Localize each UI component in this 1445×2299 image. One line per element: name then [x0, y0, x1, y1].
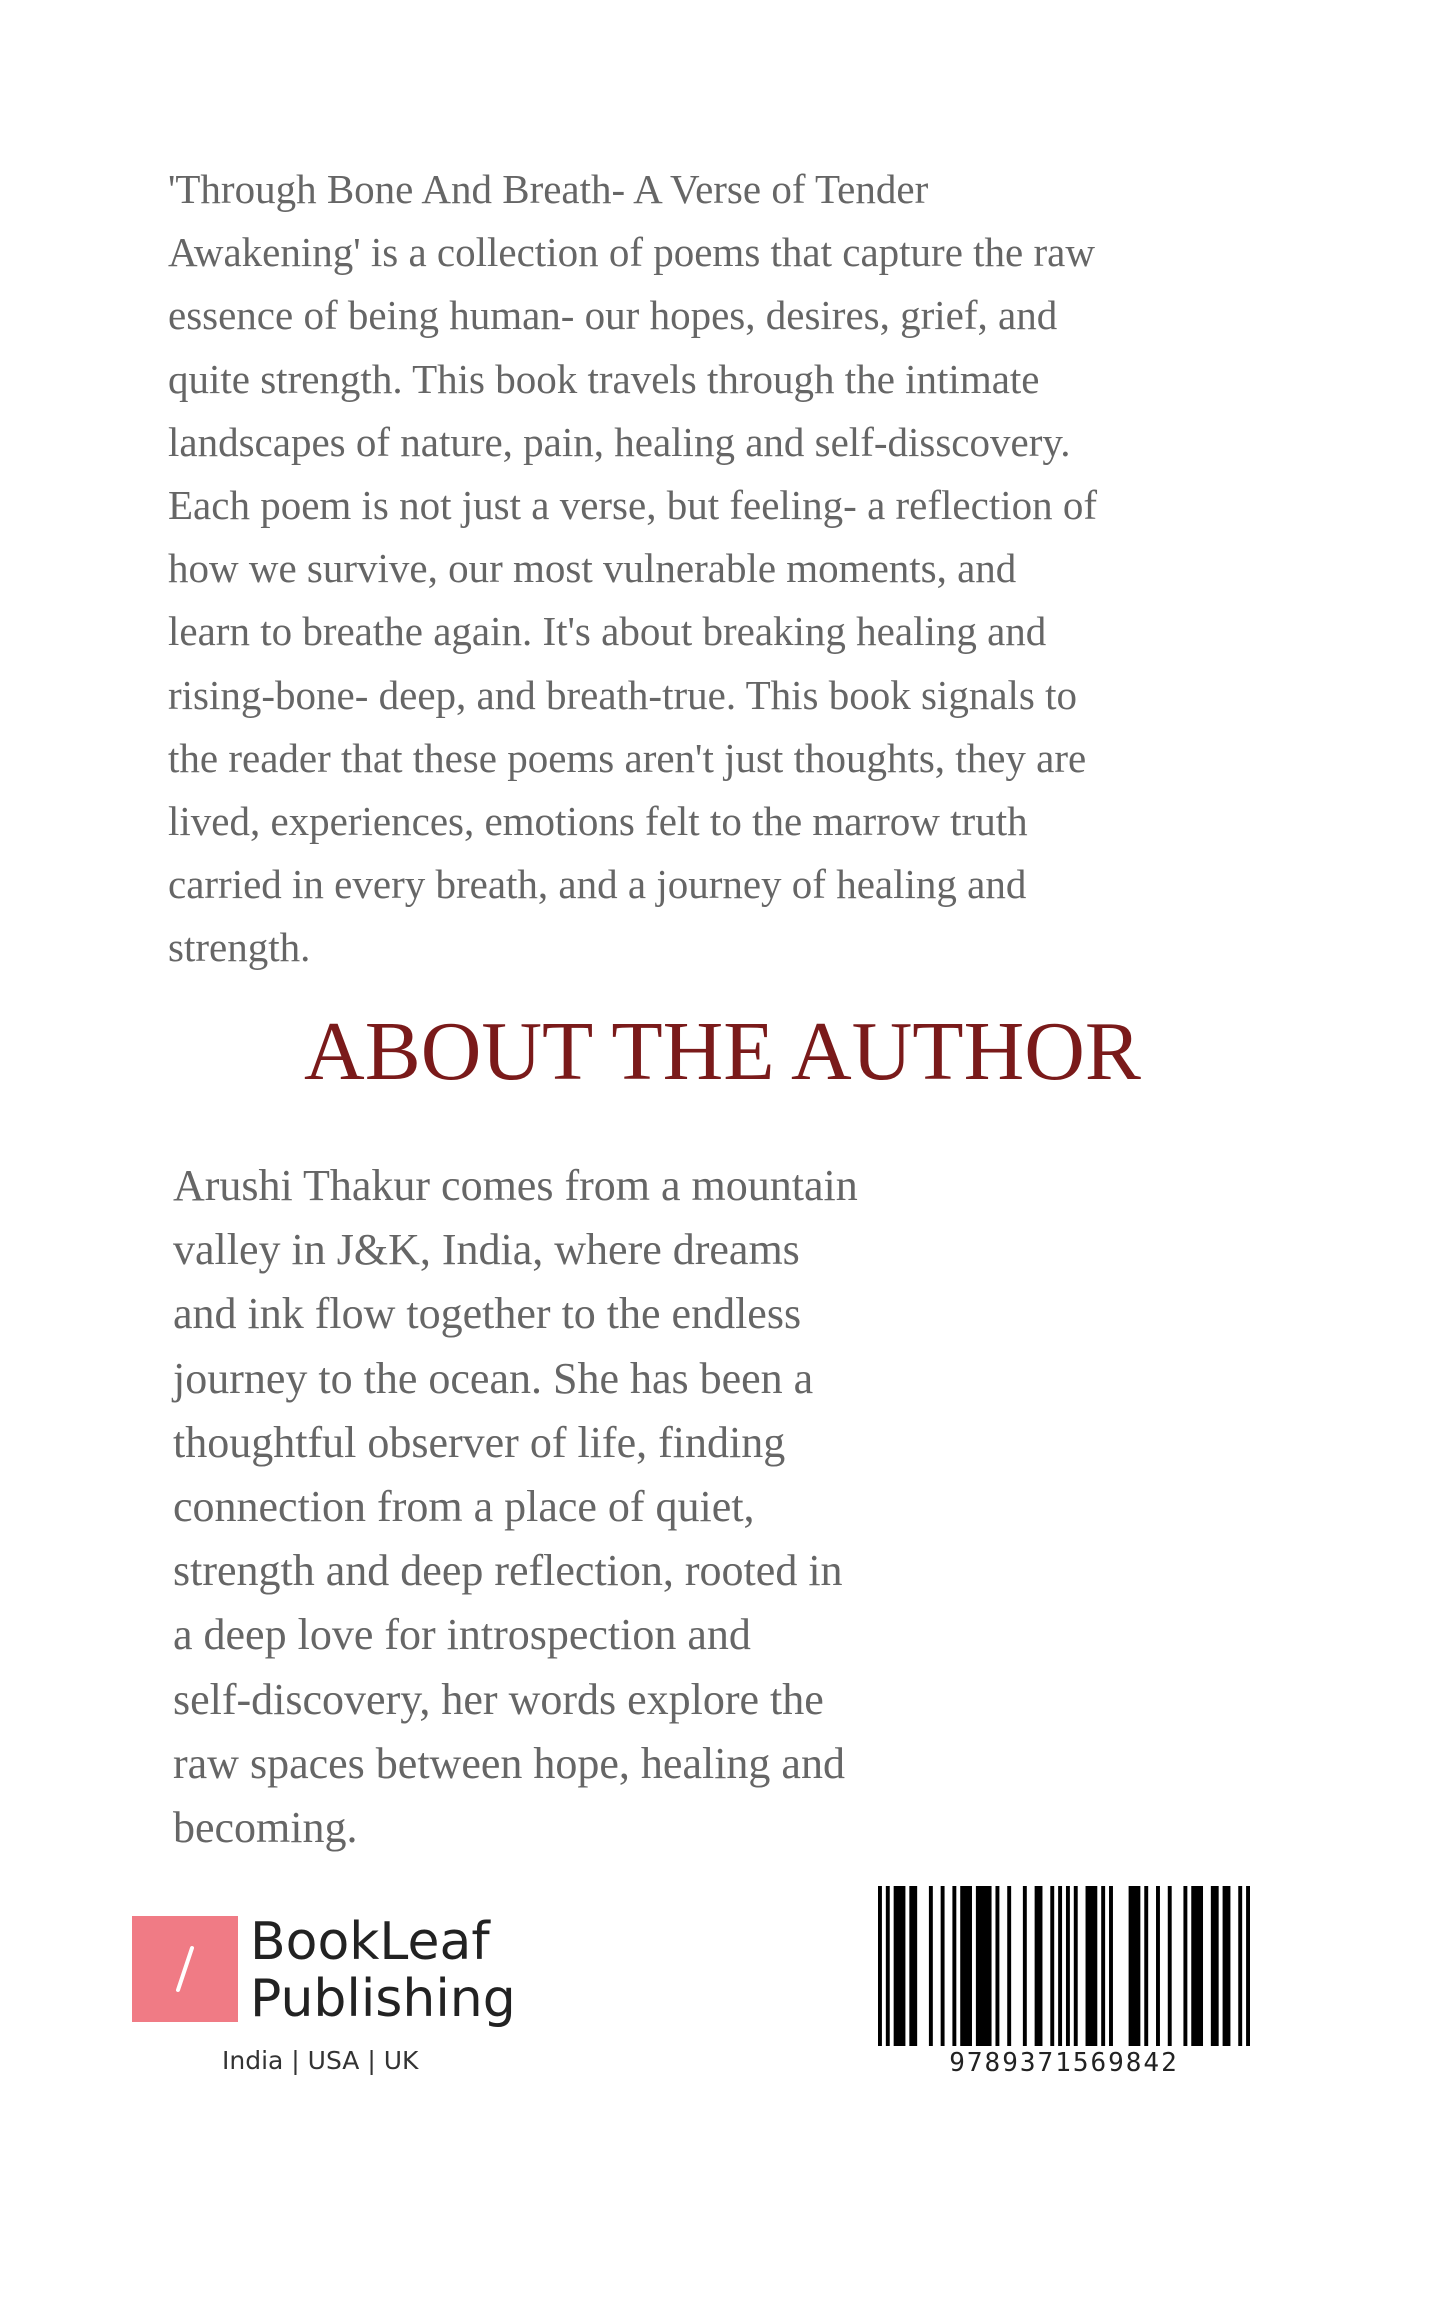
- bio-line: connection from a place of quiet,: [173, 1482, 755, 1532]
- bio-line: strength and deep reflection, rooted in: [173, 1546, 843, 1596]
- barcode-bar: [1007, 1886, 1011, 2046]
- bio-line: journey to the ocean. She has been a: [173, 1353, 814, 1403]
- blurb-line: quite strength. This book travels through the intimate: [168, 355, 1040, 402]
- publisher-name-line2: Publishing: [250, 1969, 516, 2029]
- barcode-bar: [1035, 1886, 1043, 2046]
- barcode-bar: [1183, 1886, 1187, 2046]
- barcode-bar: [960, 1886, 972, 2046]
- blurb-line: Awakening' is a collection of poems that capture the raw: [168, 229, 1095, 276]
- blurb-line: how we survive, our most vulnerable moments, and: [168, 545, 1017, 592]
- author-bio: [173, 1154, 993, 1860]
- barcode-bar: [1246, 1886, 1250, 2046]
- barcode-bar: [878, 1886, 882, 2046]
- bio-line: thoughtful observer of life, finding: [173, 1417, 786, 1467]
- barcode-bar: [1023, 1886, 1027, 2046]
- bio-line: becoming.: [173, 1803, 358, 1853]
- bio-line: a deep love for introspection and: [173, 1610, 751, 1660]
- barcode-bar: [894, 1886, 906, 2046]
- blurb-line: the reader that these poems aren't just thoughts, they are: [168, 734, 1087, 781]
- barcode-bar: [995, 1886, 999, 2046]
- barcode-bar: [976, 1886, 992, 2046]
- isbn-barcode: [878, 1886, 1250, 2064]
- blurb-line: strength.: [168, 924, 311, 971]
- bio-line: self-discovery, her words explore the: [173, 1674, 824, 1724]
- barcode-bar: [1058, 1886, 1062, 2046]
- publisher-regions: India | USA | UK: [222, 2046, 419, 2075]
- blurb-line: carried in every breath, and a journey of healing and: [168, 861, 1027, 908]
- bio-line: Arushi Thakur comes from a mountain: [173, 1161, 858, 1210]
- isbn-number: 9789371569842: [949, 2048, 1179, 2078]
- barcode-bar: [1086, 1886, 1098, 2046]
- barcode-bar: [1191, 1886, 1203, 2046]
- publisher-name-line1: BookLeaf: [250, 1912, 490, 1972]
- bio-line: and ink flow together to the endless: [173, 1289, 802, 1339]
- barcode-bar: [1156, 1886, 1160, 2046]
- about-author-heading: ABOUT THE AUTHOR: [304, 1005, 1141, 1098]
- blurb-line: Each poem is not just a verse, but feeling- a reflection of: [168, 482, 1098, 529]
- logo-square: [132, 1916, 238, 2022]
- bio-line: valley in J&K, India, where dreams: [173, 1225, 800, 1275]
- blurb-line: lived, experiences, emotions felt to the marrow truth: [168, 798, 1028, 845]
- barcode-bar: [1074, 1886, 1078, 2046]
- barcode-bar: [929, 1886, 933, 2046]
- bio-line: raw spaces between hope, healing and: [173, 1738, 845, 1788]
- barcode-bar: [1168, 1886, 1172, 2046]
- blurb-line: learn to breathe again. It's about breaking healing and: [168, 608, 1047, 655]
- barcode-bar: [1050, 1886, 1054, 2046]
- barcode-bar: [1129, 1886, 1141, 2046]
- slash-icon: [132, 1916, 238, 2022]
- barcode-bar: [1223, 1886, 1231, 2046]
- barcode-bar: [1211, 1886, 1219, 2046]
- barcode-bar: [1144, 1886, 1148, 2046]
- barcode-bar: [886, 1886, 890, 2046]
- book-blurb: [168, 158, 1288, 980]
- barcode-bar: [1238, 1886, 1242, 2046]
- barcode-bar: [1109, 1886, 1113, 2046]
- blurb-line: 'Through Bone And Breath- A Verse of Tender: [168, 166, 929, 212]
- blurb-line: rising-bone- deep, and breath-true. This book signals to: [168, 671, 1078, 718]
- barcode-bar: [1066, 1886, 1070, 2046]
- barcode-bar: [952, 1886, 956, 2046]
- blurb-line: essence of being human- our hopes, desires, grief, and: [168, 292, 1058, 339]
- barcode-bar: [941, 1886, 945, 2046]
- blurb-line: landscapes of nature, pain, healing and self-disscovery.: [168, 418, 1071, 465]
- barcode-bar: [1101, 1886, 1105, 2046]
- barcode-bar: [909, 1886, 917, 2046]
